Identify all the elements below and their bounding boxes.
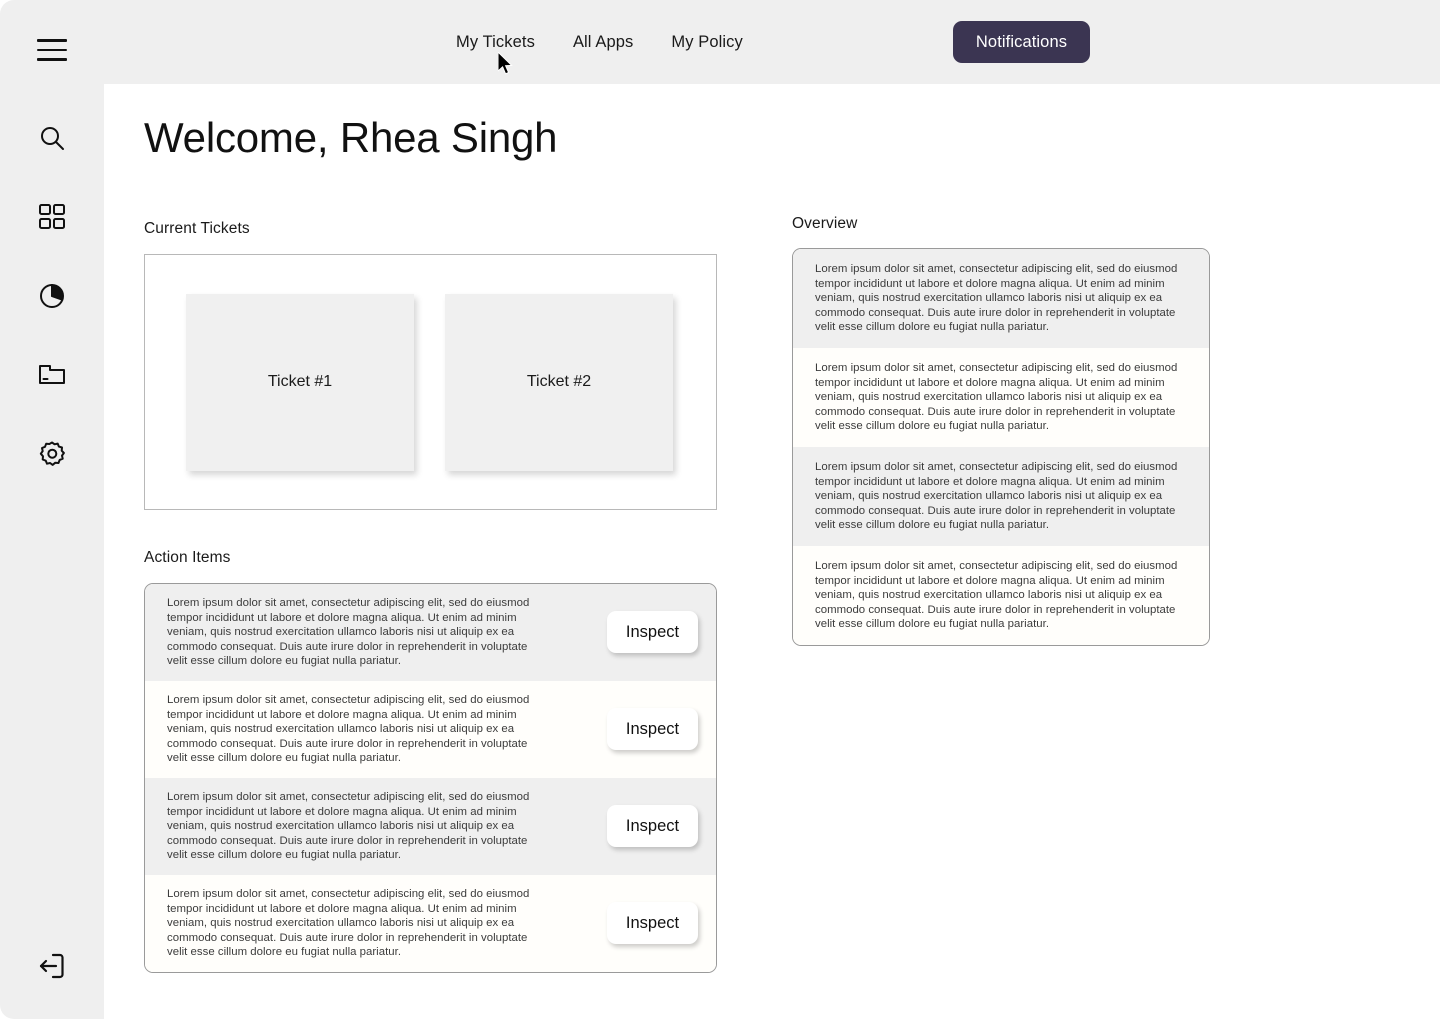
action-items-label: Action Items — [144, 549, 231, 566]
overview-row — [793, 447, 1209, 546]
sidebar-item-apps[interactable] — [29, 194, 75, 240]
logout-icon — [35, 950, 69, 987]
ticket-card[interactable]: Ticket #2 — [445, 294, 673, 471]
overview-label: Overview — [792, 215, 858, 232]
current-tickets-section — [144, 220, 717, 510]
sidebar-item-reports[interactable] — [29, 273, 75, 319]
action-items-section — [144, 549, 717, 973]
inspect-button[interactable]: Inspect — [607, 611, 698, 653]
overview-row-text: Lorem ipsum dolor sit amet, consectetur adipiscing elit, sed do eiusmod tempor incididunt ut labore et dolore magna aliqua. Ut enim ad minim veniam, quis nostrud exercitation ullamco laboris nisi ut aliquip ex ea commodo consequat. Duis aute irure dolor in reprehenderit in voluptate velit esse cillum dolore eu fugiat nulla pariatur. — [815, 460, 1178, 532]
action-items-panel — [144, 583, 717, 973]
hamburger-menu-icon[interactable] — [32, 33, 72, 67]
action-item-text: Lorem ipsum dolor sit amet, consectetur adipiscing elit, sed do eiusmod tempor incididunt ut labore et dolore magna aliqua. Ut enim ad minim veniam, quis nostrud exercitation ullamco laboris nisi ut aliquip ex ea commodo consequat. Duis aute irure dolor in reprehenderit in voluptate velit esse cillum dolore eu fugiat nulla pariatur. — [167, 790, 530, 862]
overview-panel — [792, 248, 1210, 646]
nav-link-my-policy[interactable]: My Policy — [671, 32, 743, 51]
overview-row — [793, 546, 1209, 645]
sidebar-nav-list — [29, 115, 75, 477]
sidebar-item-search[interactable] — [29, 115, 75, 161]
action-item-text: Lorem ipsum dolor sit amet, consectetur adipiscing elit, sed do eiusmod tempor incididunt ut labore et dolore magna aliqua. Ut enim ad minim veniam, quis nostrud exercitation ullamco laboris nisi ut aliquip ex ea commodo consequat. Duis aute irure dolor in reprehenderit in voluptate velit esse cillum dolore eu fugiat nulla pariatur. — [167, 693, 530, 765]
sidebar-item-files[interactable] — [29, 352, 75, 398]
overview-row — [793, 249, 1209, 348]
sidebar — [0, 0, 104, 1019]
folder-icon — [37, 361, 67, 389]
main-content — [104, 84, 1440, 1024]
nav-link-my-tickets[interactable]: My Tickets — [456, 32, 535, 51]
action-item-row — [145, 584, 716, 681]
grid-icon — [38, 203, 66, 231]
notifications-button[interactable]: Notifications — [953, 21, 1090, 63]
ticket-card[interactable]: Ticket #1 — [186, 294, 414, 471]
top-navigation-bar — [104, 0, 1440, 84]
action-item-text: Lorem ipsum dolor sit amet, consectetur adipiscing elit, sed do eiusmod tempor incididunt ut labore et dolore magna aliqua. Ut enim ad minim veniam, quis nostrud exercitation ullamco laboris nisi ut aliquip ex ea commodo consequat. Duis aute irure dolor in reprehenderit in voluptate velit esse cillum dolore eu fugiat nulla pariatur. — [167, 597, 530, 668]
sidebar-item-settings[interactable] — [29, 431, 75, 477]
action-item-row — [145, 681, 716, 778]
current-tickets-panel — [144, 254, 717, 510]
gear-icon — [37, 439, 67, 469]
current-tickets-label: Current Tickets — [144, 220, 250, 237]
page-title: Welcome, Rhea Singh — [144, 114, 558, 161]
overview-row — [793, 348, 1209, 447]
nav-link-all-apps[interactable]: All Apps — [572, 32, 634, 51]
overview-section — [792, 215, 1210, 646]
hamburger-bar — [37, 39, 67, 42]
action-item-row — [145, 875, 716, 972]
inspect-button[interactable]: Inspect — [607, 708, 698, 750]
nav-links — [456, 33, 743, 52]
overview-row-text: Lorem ipsum dolor sit amet, consectetur adipiscing elit, sed do eiusmod tempor incididunt ut labore et dolore magna aliqua. Ut enim ad minim veniam, quis nostrud exercitation ullamco laboris nisi ut aliquip ex ea commodo consequat. Duis aute irure dolor in reprehenderit in voluptate velit esse cillum dolore eu fugiat nulla pariatur. — [815, 263, 1178, 334]
action-item-text: Lorem ipsum dolor sit amet, consectetur adipiscing elit, sed do eiusmod tempor incididunt ut labore et dolore magna aliqua. Ut enim ad minim veniam, quis nostrud exercitation ullamco laboris nisi ut aliquip ex ea commodo consequat. Duis aute irure dolor in reprehenderit in voluptate velit esse cillum dolore eu fugiat nulla pariatur. — [167, 887, 530, 959]
action-item-row — [145, 778, 716, 875]
overview-row-text: Lorem ipsum dolor sit amet, consectetur adipiscing elit, sed do eiusmod tempor incididunt ut labore et dolore magna aliqua. Ut enim ad minim veniam, quis nostrud exercitation ullamco laboris nisi ut aliquip ex ea commodo consequat. Duis aute irure dolor in reprehenderit in voluptate velit esse cillum dolore eu fugiat nulla pariatur. — [815, 361, 1178, 433]
sidebar-logout[interactable] — [0, 950, 104, 987]
pie-chart-icon — [37, 281, 67, 311]
hamburger-bar — [37, 58, 67, 61]
inspect-button[interactable]: Inspect — [607, 902, 698, 944]
overview-row-text: Lorem ipsum dolor sit amet, consectetur adipiscing elit, sed do eiusmod tempor incididunt ut labore et dolore magna aliqua. Ut enim ad minim veniam, quis nostrud exercitation ullamco laboris nisi ut aliquip ex ea commodo consequat. Duis aute irure dolor in reprehenderit in voluptate velit esse cillum dolore eu fugiat nulla pariatur. — [815, 559, 1178, 631]
inspect-button[interactable]: Inspect — [607, 805, 698, 847]
hamburger-bar — [37, 49, 67, 52]
search-icon — [37, 123, 67, 153]
